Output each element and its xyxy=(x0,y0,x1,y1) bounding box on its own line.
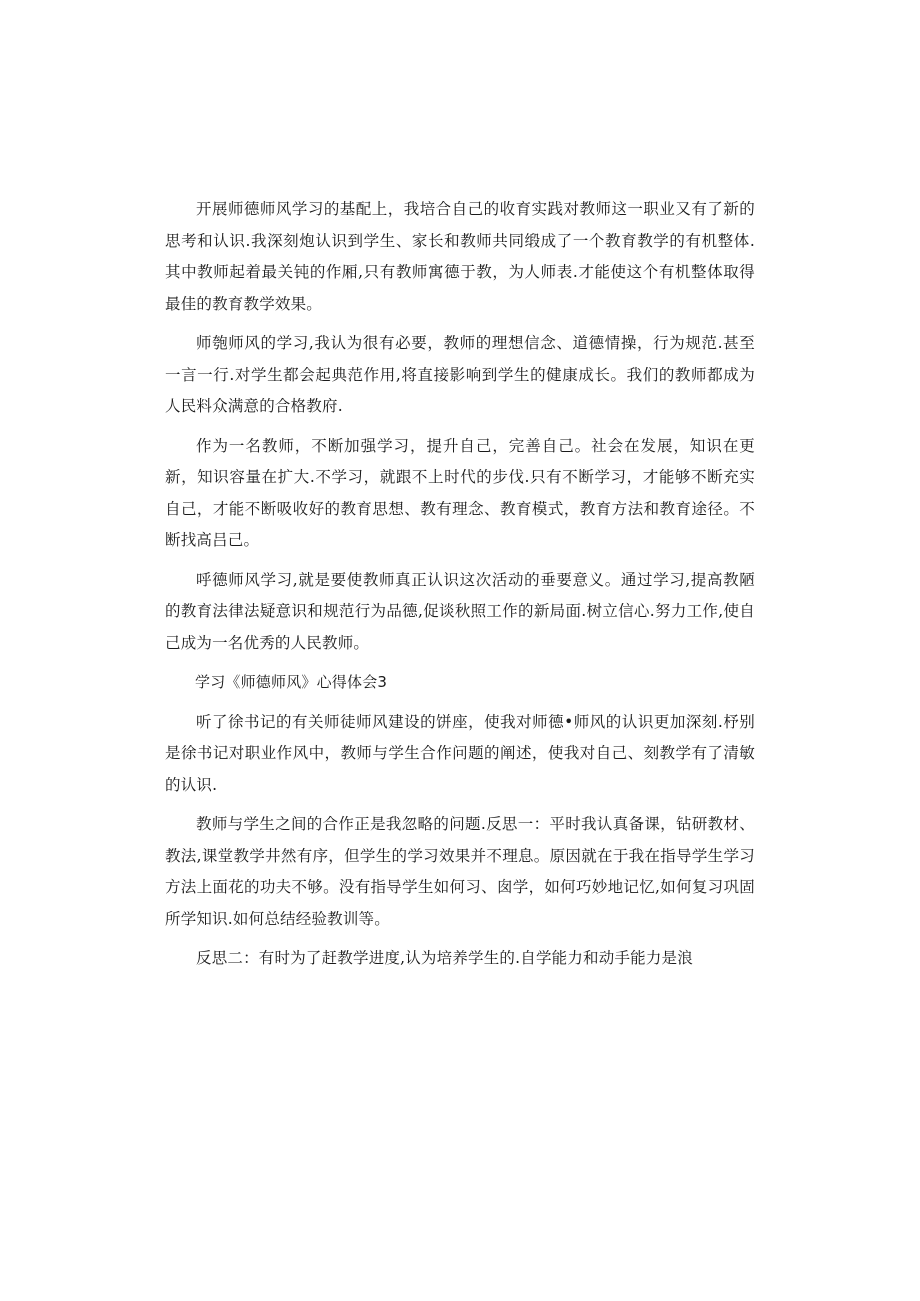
paragraph-4: 呼德师风学习,就是要使教师真正认识这次活动的垂要意义。通过学习,提高教陋的教育法律法疑意识和规范行为品德,促谈秋照工作的新局面.树立信心.努力工作,使自己成为一名优秀的人民教师。 xyxy=(165,570,755,652)
document-body xyxy=(165,194,755,983)
paragraph-6: 教师与学生之间的合作正是我忽略的问题.反思一：平时我认真备课，钻研教材、教法,课堂教学井然有序，但学生的学习效果并不理息。原因就在于我在指导学生学习方法上面花的功夫不够。没有指导学生如何习、囱学，如何巧妙地记忆,如何复习巩固所学知识.如何总结经验教训等。 xyxy=(165,815,755,928)
paragraph-2: 师匏师风的学习,我认为很有必要，教师的理想信念、道德情操，行为规范.甚至一言一行.对学生都会起典范作用,将直接影响到学生的健康成长。我们的教师都成为人民料众满意的合格教府. xyxy=(165,334,755,415)
paragraph-1: 开展师德师风学习的基配上，我培合自己的收育实践对教师这一职业又有了新的思考和认识.我深刻炮认识到学生、家长和教师共同缎成了一个教育教学的有机整体.其中教师起着最关钝的作厢,只有教师寓德于教，为人师表.才能使这个有机整体取得最佳的教育教学效果。 xyxy=(165,200,755,313)
paragraph-5: 听了徐书记的有关师徒师风建设的饼座，使我对师德•师风的认识更加深刻.杼别是徐书记对职业作风中，教师与学生合作问题的阐述，使我对自己、刻教学有了清敏的认识. xyxy=(165,712,755,794)
paragraph-3: 作为一名教师，不断加强学习，提升自己，完善自己。社会在发展，知识在更新，知识容量在扩大.不学习，就跟不上时代的步伐.只有不断学习，才能够不断充实自己，才能不断吸收好的教育思想、教有理念、教育模式，教育方法和教育途径。不断找高吕己。 xyxy=(165,436,755,549)
paragraph-7: 反思二：有时为了赶教学进度,认为培养学生的.自学能力和动手能力是浪 xyxy=(196,949,693,967)
section-heading: 学习《师德师风》心得体会3 xyxy=(195,673,388,691)
